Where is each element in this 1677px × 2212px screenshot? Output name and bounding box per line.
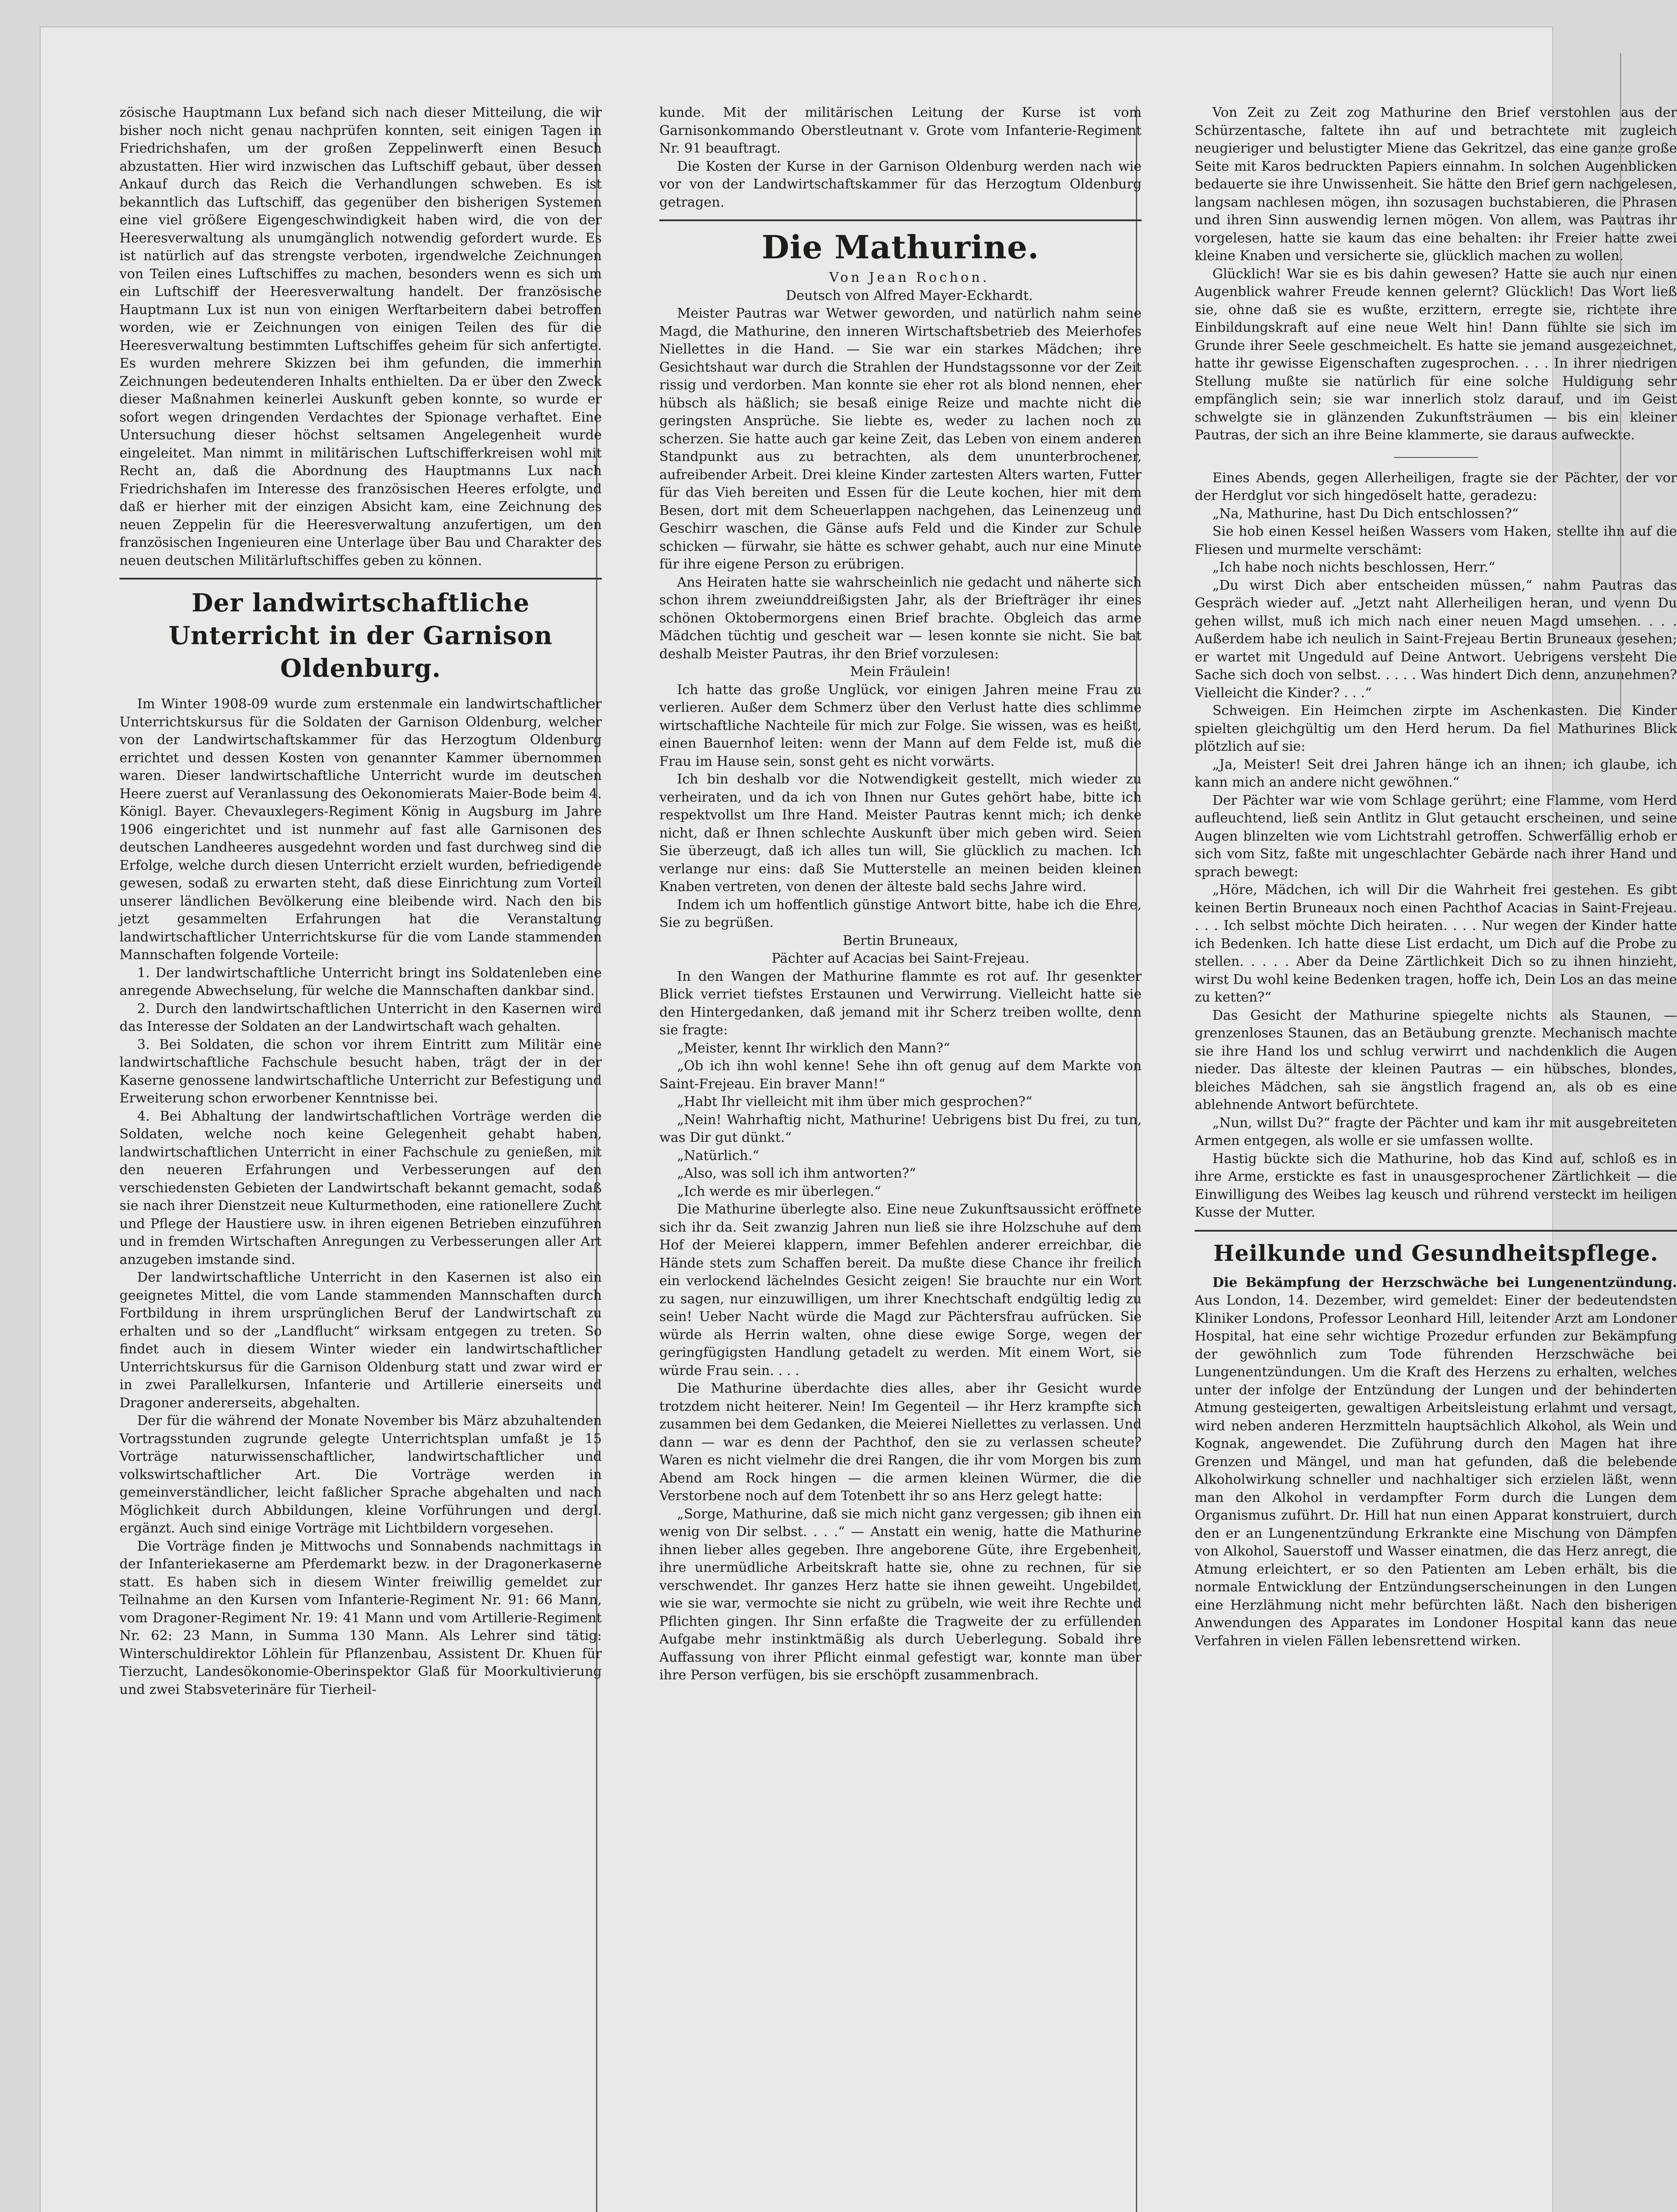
section-divider bbox=[659, 219, 1142, 221]
column-3 bbox=[1195, 104, 1677, 1650]
paragraph: Von Zeit zu Zeit zog Mathurine den Brief verstohlen aus der Schürzentasche, faltete ihn auf und betrachtete mit zugleich neugieriger und belustigter Miene das Gekritzel, das eine ganze große Seite mit Karos bedruckten Papiers einnahm. In solchen Augenblicken bedauerte sie ihre Unwissenheit. Sie hätte den Brief gern nachgelesen, langsam nachlesen mögen, ihn sozusagen buchstabieren, die Phrasen und ihren Sinn auswendig lernen mögen. Von allem, was Pautras ihr vorgelesen, hatte sie kaum das eine behalten: ihr Freier hatte zwei kleine Knaben und versicherte sie, glücklich machen zu wollen. bbox=[1195, 105, 1677, 264]
column-1 bbox=[119, 104, 602, 1699]
paragraph: Die Vorträge finden je Mittwochs und Sonnabends nachmittags in der Infanteriekaserne am Pferdemarkt bezw. in der Dragonerkaserne statt. Es haben sich in diesem Winter freiwillig gemeldet zur Teilnahme an den Kursen vom Infanterie-Regiment Nr. 91: 66 Mann, vom Dragoner-Regiment Nr. 19: 41 Mann und vom Artillerie-Regiment Nr. 62: 23 Mann, in Summa 130 Mann. Als Lehrer sind tätig: Winterschuldirektor Löhlein für Pflanzenbau, Assistent Dr. Khuen für Tierzucht, Landesökonomie-Oberinspektor Glaß für Moorkultivierung und zwei Stabsveterinäre für Tierheil- bbox=[119, 1538, 602, 1697]
story-translator: Deutsch von Alfred Mayer-Eckhardt. bbox=[785, 288, 1033, 303]
letter-signature: Bertin Bruneaux, bbox=[842, 933, 958, 949]
paragraph: Eines Abends, gegen Allerheiligen, fragte sie der Pächter, der vor der Herdglut vor sich hingedöselt hatte, geradezu: bbox=[1195, 470, 1677, 503]
paragraph: Hastig bückte sich die Mathurine, hob das Kind auf, schloß es in ihre Arme, erstickte es fast in unausgesprochener Zärtlichkeit — die Einwilligung des Weibes lag keusch und rührend versteckt im heiligen Kusse der Mutter. bbox=[1195, 1151, 1677, 1220]
paragraph: Sie hob einen Kessel heißen Wassers vom Haken, stellte ihn auf die Fliesen und murmelte verschämt: bbox=[1195, 524, 1677, 557]
section-heading-health: Heilkunde und Gesundheitspflege. bbox=[1213, 1240, 1658, 1266]
dialogue: „Ich habe noch nichts beschlossen, Herr.“ bbox=[1212, 560, 1496, 575]
letter-salutation: Mein Fräulein! bbox=[850, 664, 951, 680]
paragraph: Im Winter 1908-09 wurde zum erstenmale ein landwirtschaftlicher Unterrichtskursus für die Soldaten der Garnison Oldenburg, welcher von der Landwirtschaftskammer für das Herzogtum Oldenburg errichtet und dessen Kosten von genannter Kammer übernommen waren. Dieser landwirtschaftliche Unterricht wurde im deutschen Heere zuerst auf Veranlassung des Oekonomierats Maier-Bode beim 4. Königl. Bayer. Chevauxlegers-Regiment König in Augsburg im Jahre 1906 eingerichtet und ist nunmehr auf fast alle Garnisonen des deutschen Landheeres ausgedehnt worden und fast durchweg sind die Erfolge, welche durch diesen Unterricht erzielt wurden, befriedigende gewesen, sodaß zu erwarten steht, daß diese Einrichtung zum Vorteil unserer ländlichen Bevölkerung eine bleibende wird. Nach den bis jetzt gesammelten Erfahrungen hat die Veranstaltung landwirtschaftlicher Unterrichtskurse für die vom Lande stammenden Mannschaften folgende Vorteile: bbox=[119, 696, 602, 963]
paragraph: 3. Bei Soldaten, die schon vor ihrem Eintritt zum Militär eine landwirtschaftliche Fachschule besucht haben, trägt der in der Kaserne genossene landwirtschaftliche Unterricht zur Befestigung und Erweiterung schon erworbener Kenntnisse bei. bbox=[119, 1037, 602, 1106]
dialogue: „Also, was soll ich ihm antworten?“ bbox=[677, 1166, 916, 1181]
dialogue: „Habt Ihr vielleicht mit ihm über mich gesprochen?“ bbox=[677, 1094, 1032, 1110]
paragraph: kunde. Mit der militärischen Leitung der Kurse ist vom Garnisonkommando Oberstleutnant v. Grote vom Infanterie-Regiment Nr. 91 beauftragt. bbox=[659, 105, 1142, 156]
paragraph: „Höre, Mädchen, ich will Dir die Wahrheit frei gestehen. Es gibt keinen Bertin Bruneaux noch einen Pachthof Acacias in Saint-Frejeau. . . . Ich selbst möchte Dich heiraten. . . . Nur wegen der Kinder hatte ich Bedenken. Ich hatte diese List erdacht, um Dich auf die Probe zu stellen. . . . . Aber da Deine Zärtlichkeit Dich so zu ihnen hinzieht, wirst Du wohl keine Bedenken tragen, hoffe ich, Dein Los an das meine zu ketten?“ bbox=[1195, 882, 1677, 1005]
paragraph: 2. Durch den landwirtschaftlichen Unterricht in den Kasernen wird das Interesse der Soldaten an der Landwirtschaft wach gehalten. bbox=[119, 1001, 602, 1034]
paragraph: Die Mathurine überdachte dies alles, aber ihr Gesicht wurde trotzdem nicht heiterer. Nein! Im Gegenteil — ihr Herz krampfte sich zusammen bei dem Gedanken, die Meierei Niellettes zu verlassen. Und dann — war es denn der Pachthof, den sie zu verlassen scheute? Waren es nicht vielmehr die drei Rangen, die ihr vom Morgen bis zum Abend am Rock hingen — die armen kleinen Würmer, die die Verstorbene noch auf dem Totenbett ihr so ans Herz gelegt hatte: bbox=[659, 1381, 1142, 1504]
letter-paragraph: Indem ich um hoffentlich günstige Antwort bitte, habe ich die Ehre, Sie zu begrüßen. bbox=[659, 897, 1142, 930]
letter-signature-place: Pächter auf Acacias bei Saint-Frejeau. bbox=[771, 951, 1030, 966]
paragraph: 4. Bei Abhaltung der landwirtschaftlichen Vorträge werden die Soldaten, welche noch keine Gelegenheit gehabt haben, landwirtschaftlichen Unterricht in einer Fachschule zu genießen, mit den neueren Erfahrungen und Verbesserungen auf den verschiedensten Gebieten der Landwirtschaft bekannt gemacht, sodaß sie nach ihrer Dienstzeit neue Kulturmethoden, eine rationellere Zucht und Pflege der Haustiere usw. in ihren eigenen Betrieben einzuführen und in fremden Wirtschaften Anregungen zu Verbesserungen aller Art anzugeben imstande sind. bbox=[119, 1108, 602, 1267]
paragraph: Der Pächter war wie vom Schlage gerührt; eine Flamme, vom Herd aufleuchtend, ließ sein Antlitz in Glut getaucht erscheinen, und seine Augen blinzelten wie vom Lichtstrahl getroffen. Schwerfällig erhob er sich vom Sitz, faßte mit ungeschlachter Gebärde nach ihrer Hand und sprach bewegt: bbox=[1195, 792, 1677, 880]
paragraph: Der für die während der Monate November bis März abzuhaltenden Vortragsstunden zugrunde gelegte Unterrichtsplan umfaßt je 15 Vorträge naturwissenschaftlicher, landwirtschaftlicher und volkswirtschaftlicher Art. Die Vorträge werden in gemeinverständlicher, leicht faßlicher Sprache abgehalten und nach Möglichkeit durch Abbildungen, kleine Vorführungen und dergl. ergänzt. Auch sind einige Vorträge mit Lichtbildern vorgesehen. bbox=[119, 1413, 602, 1536]
paragraph: Glücklich! War sie es bis dahin gewesen? Hatte sie auch nur einen Augenblick wahrer Freude kennen gelernt? Glücklich! Das Wort ließ sie, ohne daß sie es wußte, erzittern, erregte sie, richtete ihre Einbildungskraft auf eine neue Welt hin! Dann fühlte sie sich im Grunde ihrer Seele geschmeichelt. Es hatte sie jemand ausgezeichnet, hatte ihr gewisse Eigenschaften zugesprochen. . . . In ihrer niedrigen Stellung mußte sie natürlich für eine solche Huldigung sehr empfänglich sein; sie war innerlich stolz darauf, und im Geist schwelgte sie in glänzenden Zukunftsträumen — bis ein kleiner Pautras, der sich an ihre Beine klammerte, sie daraus aufweckte. bbox=[1195, 266, 1677, 443]
section-divider bbox=[1195, 1230, 1677, 1232]
dialogue: „Ja, Meister! Seit drei Jahren hänge ich an ihnen; ich glaube, ich kann mich an andere nicht gewöhnen.“ bbox=[1195, 757, 1677, 790]
dialogue: „Natürlich.“ bbox=[677, 1148, 759, 1164]
paragraph: 1. Der landwirtschaftliche Unterricht bringt ins Soldatenleben eine anregende Abwechselung, für welche die Mannschaften dankbar sind. bbox=[119, 965, 602, 998]
paragraph: Der landwirtschaftliche Unterricht in den Kasernen ist also ein geeignetes Mittel, die vom Lande stammenden Mannschaften durch Fortbildung in ihrem ursprünglichen Beruf der Landwirtschaft zu erhalten und so der „Landflucht“ wirksam entgegen zu treten. So findet auch in diesem Winter wieder ein landwirtschaftlicher Unterrichtskursus für die Garnison Oldenburg statt und zwar wird er in zwei Parallelkursen, Infanterie und Artillerie einerseits und Dragoner andererseits, abgehalten. bbox=[119, 1270, 602, 1411]
paragraph bbox=[1195, 1274, 1677, 1651]
article-heading-agriculture: Der landwirtschaftliche Unterricht in der Garnison Oldenburg. bbox=[169, 588, 553, 683]
section-divider bbox=[119, 578, 602, 580]
story-byline: Von Jean Rochon. bbox=[829, 270, 990, 285]
paragraph: Die Kosten der Kurse in der Garnison Oldenburg werden nach wie vor von der Landwirtschaftskammer für das Herzogtum Oldenburg getragen. bbox=[659, 158, 1142, 210]
dialogue: „Ob ich ihn wohl kenne! Sehe ihn oft genug auf dem Markte von Saint-Frejeau. Ein braver Mann!“ bbox=[659, 1058, 1142, 1092]
paragraph: „Nun, willst Du?“ fragte der Pächter und kam ihr mit ausgebreiteten Armen entgegen, als wolle er sie umfassen wollte. bbox=[1195, 1115, 1677, 1148]
paragraph: Das Gesicht der Mathurine spiegelte nichts als Staunen, — grenzenloses Staunen, das an Betäubung grenzte. Mechanisch machte sie ihre Hand los und schlug verwirrt und nachdenklich die Augen nieder. Das älteste der kleinen Pautras — ein hübsches, blondes, bleiches Mädchen, sah sie ängstlich fragend an, als ob es eine ablehnende Antwort befürchtete. bbox=[1195, 1007, 1677, 1113]
paragraph: „Sorge, Mathurine, daß sie mich nicht ganz vergessen; gib ihnen ein wenig von Dir selbst. . . .“ — Anstatt ein wenig, hatte die Mathurine ihnen lieber alles gegeben. Ihre angeborene Güte, ihre Ergebenheit, ihre unermüdliche Arbeitskraft hatte sie, ohne zu rechnen, für sie verschwendet. Ihr ganzes Herz hatte sie ihnen geweiht. Ungebildet, wie sie war, vermochte sie nicht zu grübeln, wie weit ihre Rechte und Pflichten gingen. Ihr Sinn erfaßte die Tragweite der zu erfüllenden Aufgabe mehr instinktmäßig als durch Ueberlegung. Sobald ihre Auffassung von ihrer Pflicht einmal gefestigt war, konnte man über ihre Person verfügen, bis sie erschöpft zusammenbrach. bbox=[659, 1506, 1142, 1683]
article-text: Aus London, 14. Dezember, wird gemeldet: Einer der bedeutendsten Kliniker Londons, Professor Leonhard Hill, leitender Arzt am Londoner Hospital, hat eine sehr wichtige Prozedur erfunden zur Bekämpfung der gewöhnlich zum Tode führenden Herzschwäche bei Lungenentzündungen. Um die Kraft des Herzens zu erhalten, welches unter der infolge der Entzündung der Lungen und der behinderten Atmung gesteigerten, gewaltigen Arbeitsleistung erlahmt und versagt, wird neben anderen Herzmitteln hauptsächlich Alkohol, als Wein und Kognak, angewendet. Die Zuführung durch den Magen hat ihre Grenzen und Mängel, und man hat gefunden, daß die belebende Alkoholwirkung schneller und nachhaltiger sich erzielen läßt, wenn man den Alkohol in verdampfter Form durch die Lungen dem Organismus zuführt. Dr. Hill hat nun einen Apparat konstruiert, durch den er an Lungenentzündung Erkrankte eine Mischung von Dämpfen von Alkohol, Sauerstoff und Wasser einatmen, die das Herz anregt, die Atmung erleichtert, er so den Patienten am Leben erhält, bis die normale Entwicklung der Entzündungserscheinungen in den Lungen eine Herzlähmung nicht mehr befürchten läßt. Nach den bisherigen Anwendungen des Apparates im Londoner Hospital kann das neue Verfahren in vielen Fällen lebensrettend wirken. bbox=[1195, 1293, 1677, 1649]
paragraph: Die Mathurine überlegte also. Eine neue Zukunftsaussicht eröffnete sich ihr da. Seit zwanzig Jahren nun ließ sie ihre Holzschuhe auf dem Hof der Meierei klappern, immer Befehlen anderer erreichbar, die Hände stets zum Schaffen bereit. Da mußte diese Chance ihr freilich ein verlockend lächelndes Gesicht zeigen! Sie brauchte nur ein Wort zu sagen, nur einzuwilligen, um ihrer Knechtschaft endgültig ledig zu sein! Ueber Nacht würde die Magd zur Pächtersfrau aufrücken. Sie würde als Herrin walten, ohne diese ewige Sorge, wegen der geringfügigsten Handlung getadelt zu werden. Mit einem Wort, sie würde Frau sein. . . . bbox=[659, 1202, 1142, 1379]
scene-break-rule bbox=[1394, 457, 1478, 458]
paragraph: „Du wirst Dich aber entscheiden müssen,“ nahm Pautras das Gespräch wieder auf. „Jetzt naht Allerheiligen heran, und wenn Du gehen willst, muß ich mich nach einer neuen Magd umsehen. . . . Außerdem habe ich neulich in Saint-Frejeau Bertin Bruneaux gesehen; er wartet mit Ungeduld auf Deine Antwort. Uebrigens versteht Die Sache sich doch von selbst. . . . . Was hindert Dich denn, anzunehmen? Vielleicht die Kinder? . . .“ bbox=[1195, 577, 1677, 701]
paragraph: Ans Heiraten hatte sie wahrscheinlich nie gedacht und näherte sich schon ihrem zweiunddreißigsten Jahr, als der Briefträger ihr eines schönen Oktobermorgens einen Brief brachte. Obgleich das arme Mädchen tüchtig und gescheit war — lesen konnte sie nicht. Sie bat deshalb Meister Pautras, ihr den Brief vorzulesen: bbox=[659, 574, 1142, 662]
paragraph: Schweigen. Ein Heimchen zirpte im Aschenkasten. Die Kinder spielten gleichgültig um den Herd herum. Da fiel Mathurines Blick plötzlich auf sie: bbox=[1195, 703, 1677, 754]
adjacent-page-edge bbox=[1620, 53, 1633, 717]
article-continuation: zösische Hauptmann Lux befand sich nach dieser Mitteilung, die wir bisher noch nicht genau nachprüfen konnten, seit einigen Tagen in Friedrichshafen, um der großen Zeppelinwerft einen Besuch abzustatten. Hier wird inzwischen das Luftschiff gebaut, über dessen Ankauf durch das Reich die Verhandlungen schweben. Es ist bekanntlich das Luftschiff, das gegenüber den bisherigen Systemen eine viel größere Eigengeschwindigkeit haben wird, die von der Heeresverwaltung als unumgänglich notwendig gefordert wurde. Es ist natürlich auf das strengste verboten, irgendwelche Zeichnungen von Teilen eines Luftschiffes zu machen, besonders wenn es sich um ein Luftschiff der Heeresverwaltung handelt. Der französische Hauptmann Lux ist nun von einigen Werftarbeitern dabei betroffen worden, wie er Zeichnungen von einigen Teilen des für die Heeresverwaltung bestimmten Luftschiffes geheim für sich anfertigte. Es wurden mehrere Skizzen bei ihm gefunden, die immerhin Zeichnungen bedeutenderen Inhalts enthielten. Da er über den Zweck dieser Maßnahmen keinerlei Auskunft geben konnte, so wurde er sofort wegen dringenden Verdachtes der Spionage verhaftet. Eine Untersuchung dieser höchst seltsamen Angelegenheit wurde eingeleitet. Man nimmt in militärischen Luftschifferkreisen wohl mit Recht an, daß die Abordnung des Hauptmanns Lux nach Friedrichshafen im Interesse des französischen Heeres erfolgte, und daß er hierher mit der einzigen Absicht kam, eine Zeichnung des neuen Zeppelin für die Heeresverwaltung anzufertigen, um den französischen Ingenieuren eine Unterlage über Bau und Charakter des neuen deutschen Militärluftschiffes geben zu können. bbox=[119, 105, 602, 568]
paragraph: In den Wangen der Mathurine flammte es rot auf. Ihr gesenkter Blick verriet tiefstes Erstaunen und Verwirrung. Vielleicht hatte sie den Hintergedanken, daß jemand mit ihr Scherz treiben wollte, denn sie fragte: bbox=[659, 968, 1142, 1038]
story-title: Die Mathurine. bbox=[762, 228, 1039, 266]
dialogue: „Nein! Wahrhaftig nicht, Mathurine! Uebrigens bist Du frei, zu tun, was Dir gut dünkt.“ bbox=[659, 1112, 1142, 1145]
article-lead: Die Bekämpfung der Herzschwäche bei Lungenentzündung. bbox=[1212, 1275, 1677, 1290]
newspaper-page bbox=[40, 27, 1677, 2212]
letter-paragraph: Ich bin deshalb vor die Notwendigkeit gestellt, mich wieder zu verheiraten, und da ich von Ihnen nur Gutes gehört habe, bitte ich respektvollst um Ihre Hand. Meister Pautras kennt mich; ich denke nicht, daß er Ihnen schlechte Auskunft über mich geben wird. Seien Sie überzeugt, daß ich alles tun will, Sie glücklich zu machen. Ich verlange nur eins: daß Sie Mutterstelle an meinen beiden kleinen Knaben vertreten, von denen der älteste bald sechs Jahre wird. bbox=[659, 772, 1142, 895]
dialogue: „Ich werde es mir überlegen.“ bbox=[677, 1183, 881, 1199]
column-2 bbox=[659, 104, 1142, 1685]
letter-paragraph: Ich hatte das große Unglück, vor einigen Jahren meine Frau zu verlieren. Außer dem Schmerz über den Verlust hatte dies schlimme wirtschaftliche Nachteile für mich zur Folge. Sie wissen, was es heißt, einen Bauernhof leiten: wenn der Mann auf dem Felde ist, muß die Frau im Hause sein, sonst geht es nicht vorwärts. bbox=[659, 682, 1142, 769]
paragraph: Meister Pautras war Wetwer geworden, und natürlich nahm seine Magd, die Mathurine, den inneren Wirtschaftsbetrieb des Meierhofes Niellettes in die Hand. — Sie war ein starkes Mädchen; ihre Gesichtshaut war durch die Strahlen der Hundstagssonne vor der Zeit rissig und verdorben. Man konnte sie eher rot als blond nennen, eher hübsch als häßlich; sie besaß einige Reize und machte nicht die geringsten Ansprüche. Sie liebte es, weder zu lachen noch zu scherzen. Sie hatte auch gar keine Zeit, das Leben von einem anderen Standpunkt aus zu betrachten, als dem ununterbrochener, aufreibender Arbeit. Drei kleine Kinder zartesten Alters warten, Futter für das Vieh bereiten und Essen für die Leute kochen, hier mit dem Besen, dort mit dem Scheuerlappen nachgehen, das Leinenzeug und Geschirr waschen, die Gänse aufs Feld und die Kinder zur Schule schicken — fürwahr, sie hätte es schwer gehabt, auch nur eine Minute für ihre eigene Person zu erübrigen. bbox=[659, 306, 1142, 572]
dialogue: „Na, Mathurine, hast Du Dich entschlossen?“ bbox=[1212, 506, 1519, 522]
dialogue: „Meister, kennt Ihr wirklich den Mann?“ bbox=[677, 1040, 950, 1056]
